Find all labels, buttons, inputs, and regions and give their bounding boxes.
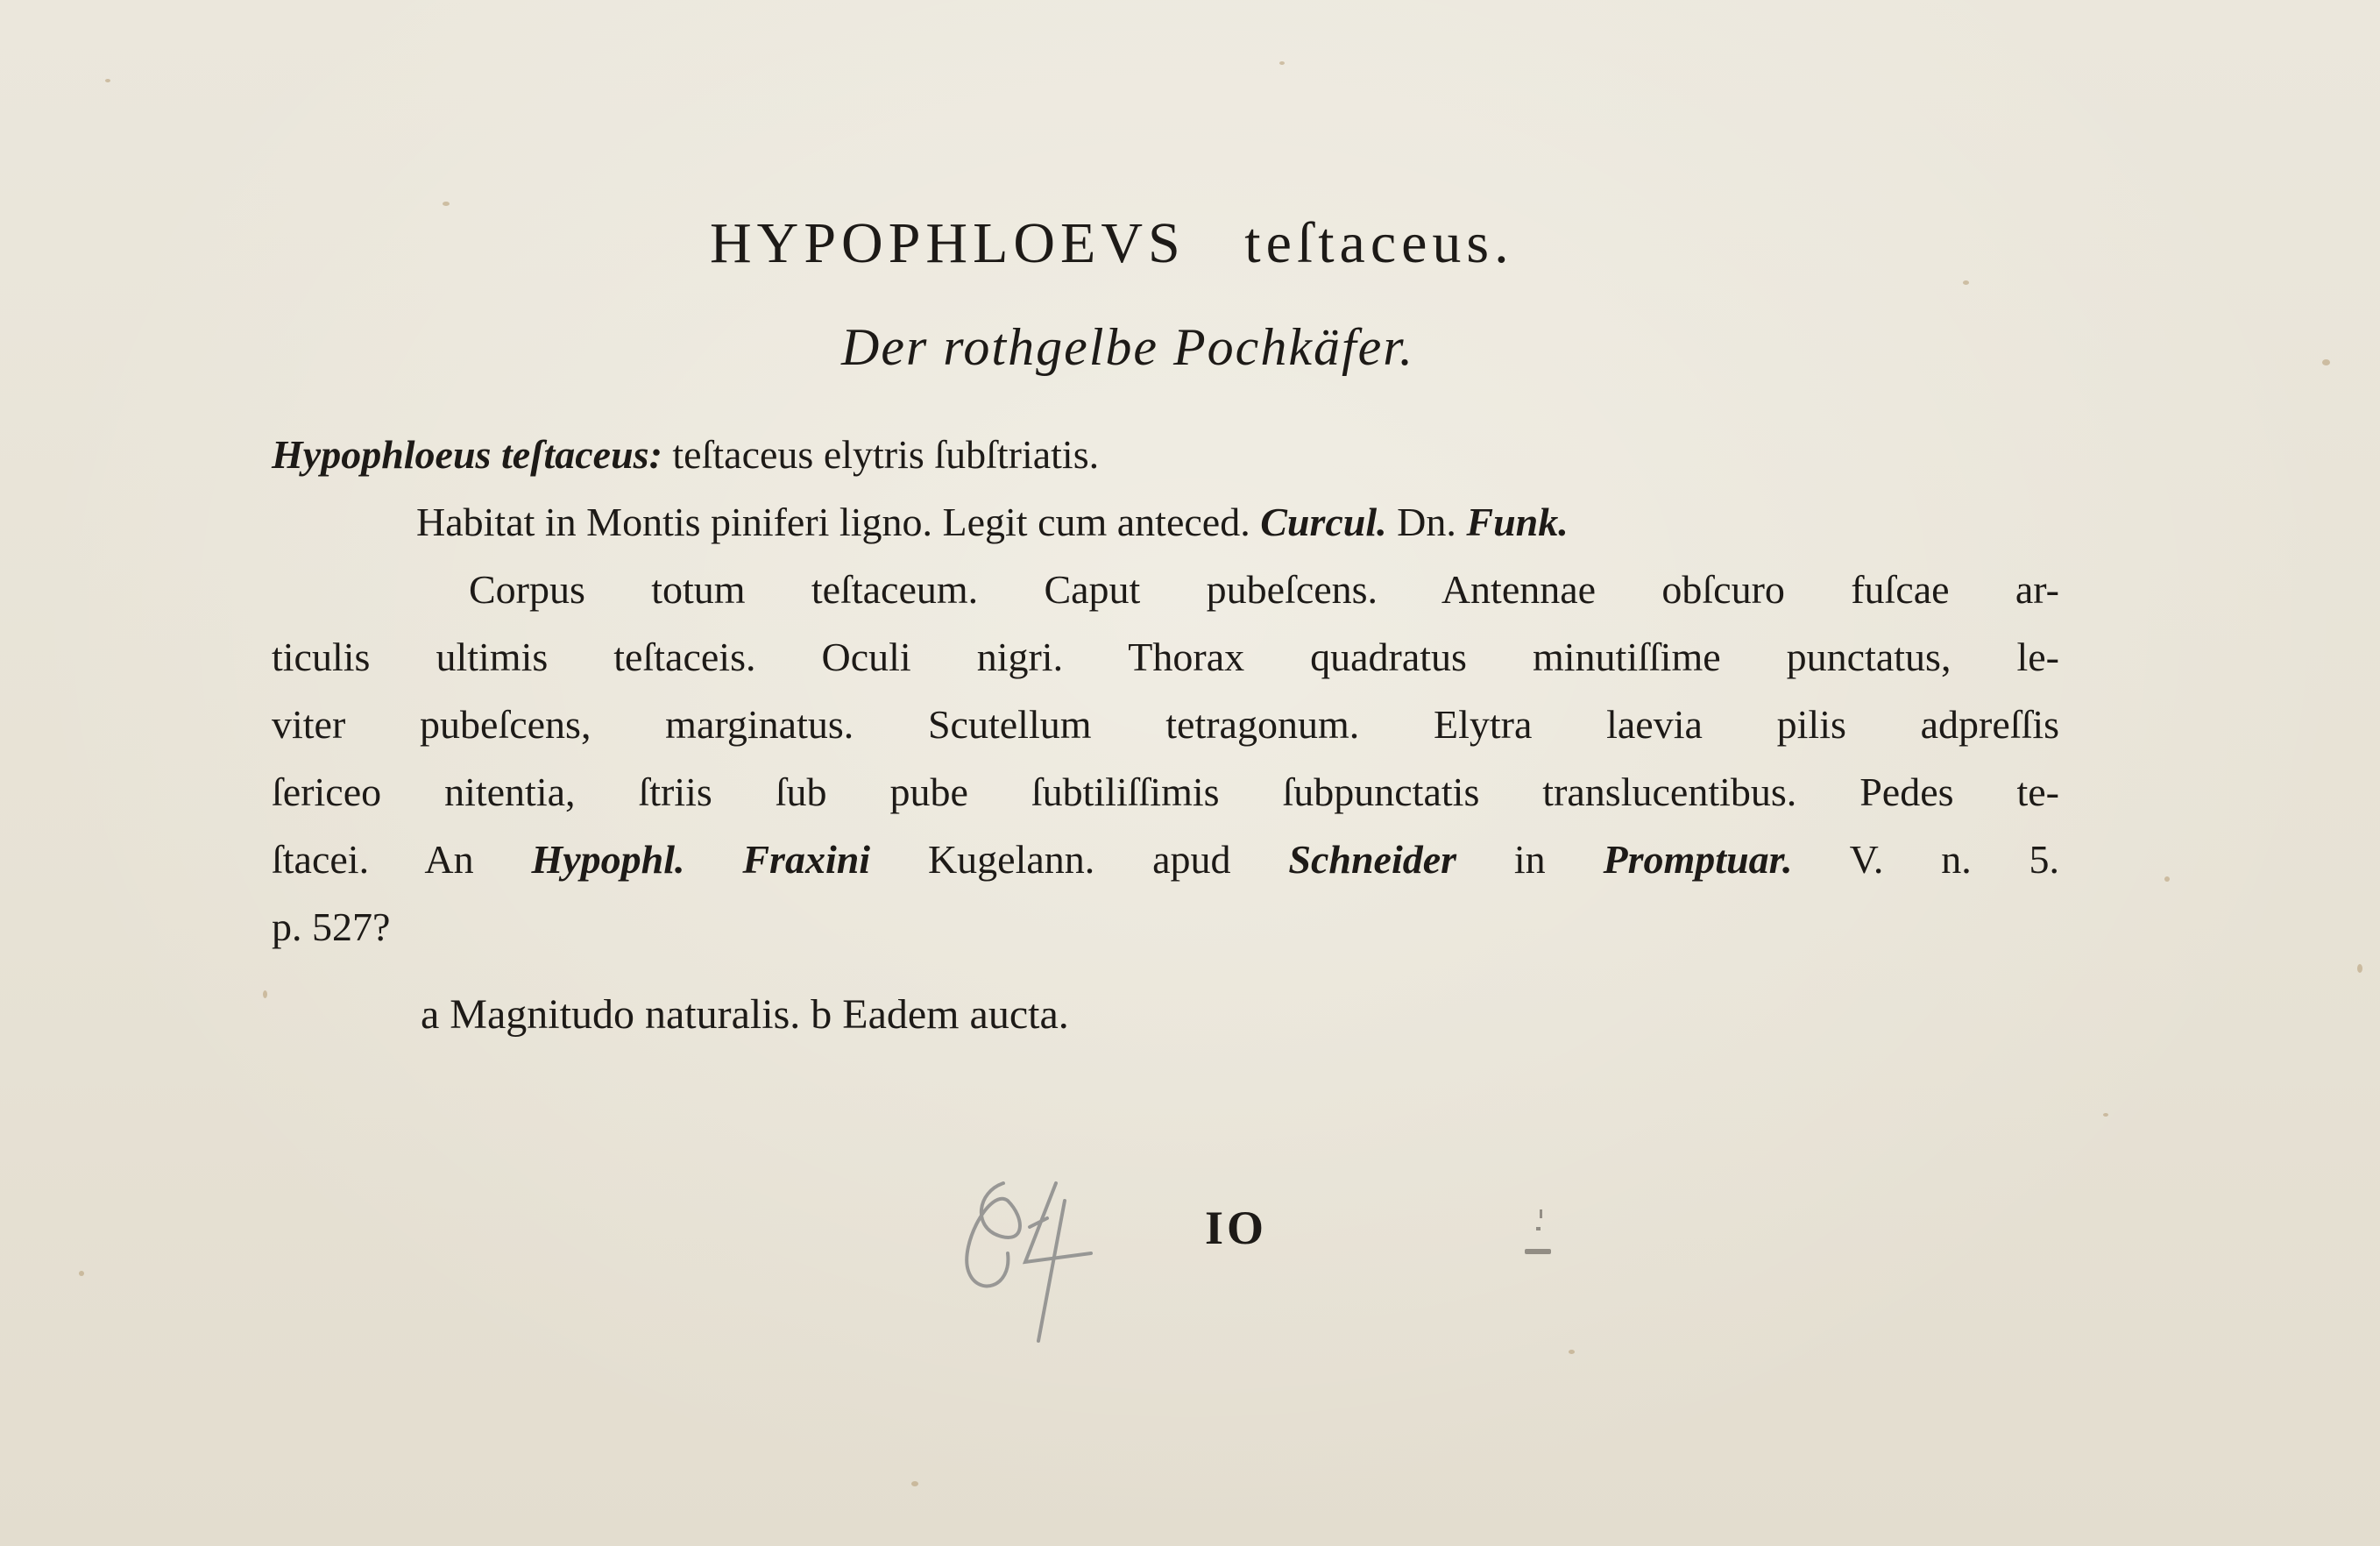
- diagnosis-line: [272, 421, 2059, 488]
- small-stamp-mark: [1520, 1205, 1555, 1266]
- reference-author: Schneider: [1288, 837, 1457, 882]
- paper-speck: [2357, 964, 2362, 973]
- pencil-mark-text: 84: [942, 1166, 944, 1167]
- reference-end: V. n. 5.: [1849, 837, 2060, 882]
- page-title: [710, 210, 1621, 277]
- paper-speck: [2103, 1113, 2108, 1117]
- habitat-collector: Funk.: [1466, 500, 1569, 544]
- description-line: ticulis ultimis teſtaceis. Oculi nigri. Thorax quadratus minutiſſime punctatus, le-: [272, 635, 2059, 679]
- page-reference: p. 527?: [272, 904, 391, 949]
- habitat-line: [272, 488, 2059, 556]
- reference-work: Promptuar.: [1603, 837, 1793, 882]
- paper-speck: [911, 1481, 918, 1486]
- reference-start: ſtacei. An: [272, 837, 474, 882]
- description-line: ſericeo nitentia, ſtriis ſub pube ſubtiliſſimis ſubpunctatis translucentibus. Pedes te-: [272, 769, 2059, 814]
- paper-speck: [1279, 61, 1285, 65]
- genus-name: HYPOPHLOEVS: [710, 211, 1186, 275]
- reference-line: [272, 826, 2059, 893]
- reference-species: Hypophl. Fraxini: [531, 837, 871, 882]
- paper-speck: [1569, 1350, 1575, 1354]
- page-number: IO: [1205, 1202, 1268, 1254]
- pencil-mark-84: [942, 1166, 1100, 1358]
- paper-speck: [2322, 359, 2330, 365]
- figure-caption: a Magnitudo naturalis. b Eadem aucta.: [421, 991, 1069, 1038]
- description-line: Corpus totum teſtaceum. Caput pubeſcens. Antennae obſcuro fuſcae ar-: [469, 567, 2059, 612]
- habitat-dn: Dn.: [1397, 500, 1456, 544]
- diagnosis-name: Hypophloeus teſtaceus:: [272, 432, 662, 477]
- paper-speck: [105, 79, 110, 82]
- paper-speck: [263, 990, 267, 998]
- description-line: viter pubeſcens, marginatus. Scutellum tetragonum. Elytra laevia pilis adpreſſis: [272, 702, 2059, 747]
- paper-speck: [1963, 280, 1969, 285]
- paper-speck: [79, 1271, 84, 1276]
- reference-mid: Kugelann. apud: [927, 837, 1231, 882]
- habitat-text: Habitat in Montis piniferi ligno. Legit cum anteced.: [416, 500, 1250, 544]
- paper-speck: [2164, 876, 2170, 882]
- body-text: [272, 421, 2059, 961]
- diagnosis-text: teſtaceus elytris ſubſtriatis.: [672, 432, 1100, 477]
- species-name: teſtaceus.: [1244, 211, 1514, 275]
- reference-in: in: [1513, 837, 1546, 882]
- page-subtitle: Der rothgelbe Pochkäfer.: [841, 318, 1414, 376]
- habitat-ref: Curcul.: [1260, 500, 1387, 544]
- paper-speck: [443, 202, 450, 206]
